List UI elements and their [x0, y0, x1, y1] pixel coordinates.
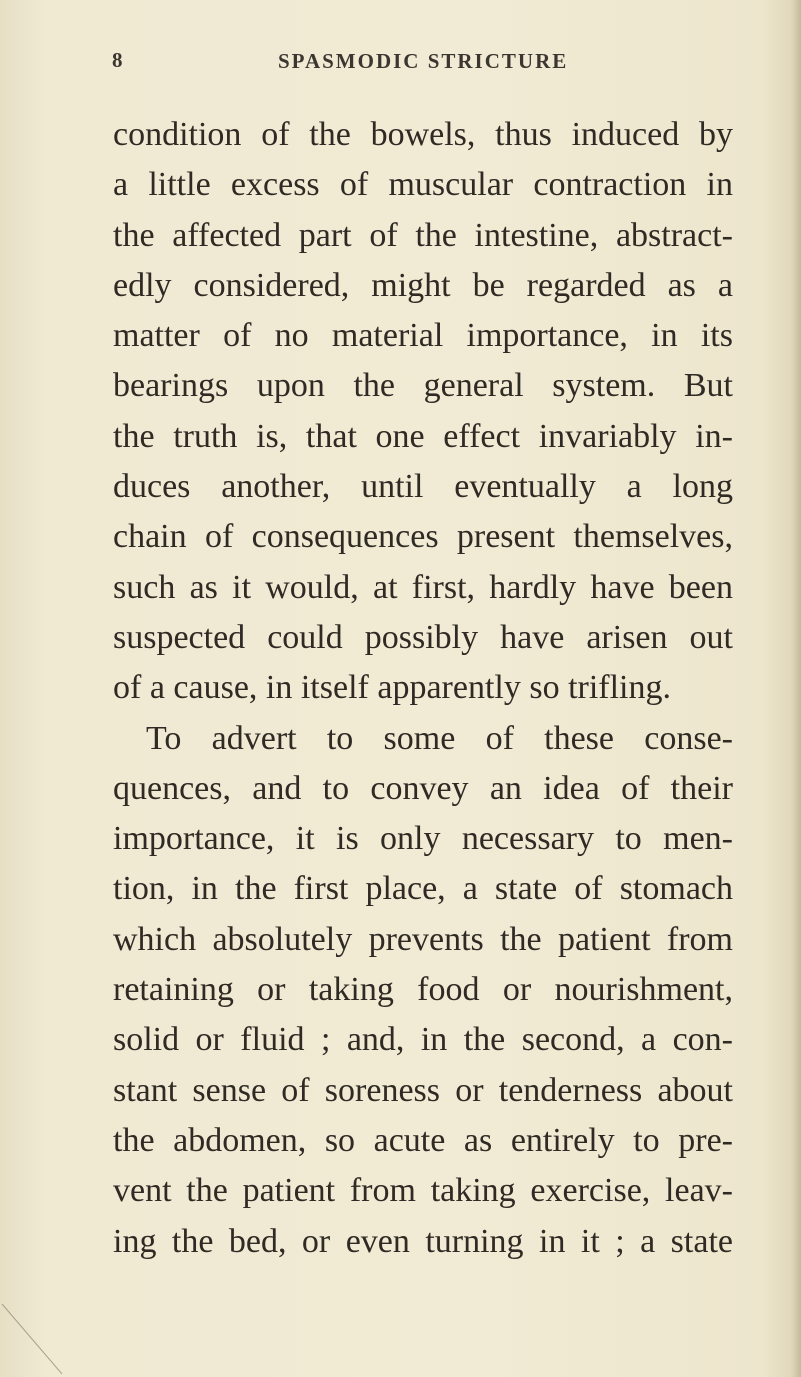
page-edge-shadow [791, 0, 801, 1377]
text-line: quences, and to convey an idea of their [113, 769, 733, 807]
text-line: which absolutely prevents the patient from [113, 920, 733, 958]
paragraph-first-line: To advert to some of these conse- [146, 719, 733, 757]
text-line: bearings upon the general system. But [113, 367, 733, 405]
text-line: edly considered, might be regarded as a [113, 266, 733, 304]
text-line: such as it would, at first, hardly have been [113, 568, 733, 606]
running-head [112, 48, 697, 82]
text-line: the abdomen, so acute as entirely to pre- [113, 1121, 733, 1159]
text-line: tion, in the first place, a state of stomach [113, 870, 733, 908]
text-line: solid or fluid ; and, in the second, a con- [113, 1021, 733, 1059]
text-line: duces another, until eventually a long [113, 468, 733, 506]
text-line: importance, it is only necessary to men- [113, 820, 733, 858]
running-title: SPASMODIC STRICTURE [278, 49, 569, 73]
text-line: chain of consequences present themselves, [113, 518, 733, 556]
text-line: the affected part of the intestine, abstract- [113, 216, 733, 254]
text-line: suspected could possibly have arisen out [113, 618, 733, 656]
text-line: vent the patient from taking exercise, leav- [113, 1172, 733, 1210]
page-scratch-mark [0, 1300, 70, 1377]
text-line: stant sense of soreness or tenderness about [113, 1071, 733, 1109]
body-text [113, 110, 733, 1267]
page-number: 8 [112, 48, 123, 72]
text-line: ing the bed, or even turning in it ; a state [113, 1222, 733, 1260]
text-line: retaining or taking food or nourishment, [113, 971, 733, 1009]
text-line: matter of no material importance, in its [113, 317, 733, 355]
text-line: condition of the bowels, thus induced by [113, 116, 733, 153]
text-line: of a cause, in itself apparently so trifling. [113, 669, 671, 707]
text-line: the truth is, that one effect invariably in- [113, 417, 733, 455]
text-line: a little excess of muscular contraction in [113, 166, 733, 204]
